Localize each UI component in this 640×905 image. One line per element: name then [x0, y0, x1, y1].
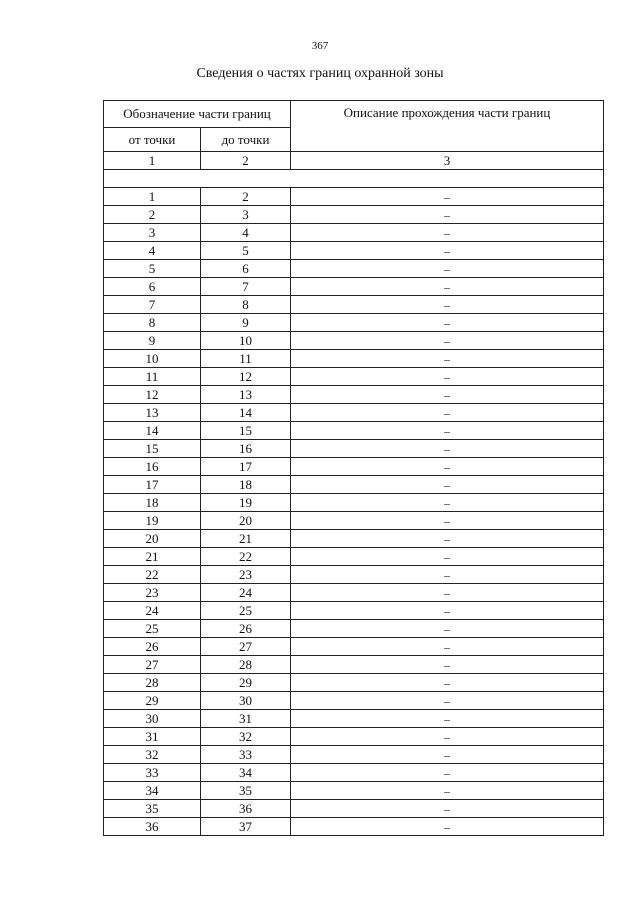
from-point-cell: 19: [104, 512, 201, 530]
from-point-cell: 1: [104, 188, 201, 206]
table-row: [104, 746, 604, 764]
description-cell: –: [291, 188, 604, 206]
table-row: [104, 476, 604, 494]
table-row: [104, 764, 604, 782]
from-point-cell: 14: [104, 422, 201, 440]
from-point-cell: 28: [104, 674, 201, 692]
from-point-cell: 8: [104, 314, 201, 332]
to-point-cell: 29: [201, 674, 291, 692]
table-row: [104, 404, 604, 422]
description-cell: –: [291, 674, 604, 692]
to-point-cell: 18: [201, 476, 291, 494]
table-row: [104, 296, 604, 314]
description-cell: –: [291, 422, 604, 440]
to-point-cell: 28: [201, 656, 291, 674]
to-point-cell: 30: [201, 692, 291, 710]
description-cell: –: [291, 710, 604, 728]
to-point-cell: 9: [201, 314, 291, 332]
table-row: [104, 332, 604, 350]
to-point-cell: 16: [201, 440, 291, 458]
from-point-cell: 31: [104, 728, 201, 746]
description-cell: –: [291, 224, 604, 242]
table-row: [104, 584, 604, 602]
from-point-cell: 29: [104, 692, 201, 710]
description-cell: –: [291, 458, 604, 476]
to-point-cell: 14: [201, 404, 291, 422]
to-point-cell: 27: [201, 638, 291, 656]
table-row: [104, 656, 604, 674]
description-cell: –: [291, 512, 604, 530]
table-row: [104, 710, 604, 728]
column-number: 3: [291, 152, 604, 170]
to-point-cell: 6: [201, 260, 291, 278]
table-row: [104, 224, 604, 242]
description-cell: –: [291, 638, 604, 656]
table-body: [104, 101, 604, 836]
header-boundary-part: Обозначение части границ: [104, 101, 291, 128]
table-row: [104, 368, 604, 386]
table-row: [104, 638, 604, 656]
column-number: 1: [104, 152, 201, 170]
from-point-cell: 3: [104, 224, 201, 242]
table-row: [104, 458, 604, 476]
to-point-cell: 8: [201, 296, 291, 314]
from-point-cell: 27: [104, 656, 201, 674]
description-cell: –: [291, 764, 604, 782]
description-cell: –: [291, 260, 604, 278]
from-point-cell: 5: [104, 260, 201, 278]
description-cell: –: [291, 566, 604, 584]
from-point-cell: 4: [104, 242, 201, 260]
to-point-cell: 35: [201, 782, 291, 800]
to-point-cell: 13: [201, 386, 291, 404]
from-point-cell: 22: [104, 566, 201, 584]
from-point-cell: 13: [104, 404, 201, 422]
from-point-cell: 6: [104, 278, 201, 296]
to-point-cell: 34: [201, 764, 291, 782]
from-point-cell: 17: [104, 476, 201, 494]
column-number: 2: [201, 152, 291, 170]
description-cell: –: [291, 314, 604, 332]
description-cell: –: [291, 476, 604, 494]
empty-section-cell: [104, 170, 604, 188]
to-point-cell: 15: [201, 422, 291, 440]
description-cell: –: [291, 440, 604, 458]
from-point-cell: 35: [104, 800, 201, 818]
header-description: Описание прохождения части границ: [291, 101, 604, 152]
description-cell: –: [291, 656, 604, 674]
to-point-cell: 22: [201, 548, 291, 566]
from-point-cell: 25: [104, 620, 201, 638]
to-point-cell: 19: [201, 494, 291, 512]
from-point-cell: 26: [104, 638, 201, 656]
table-row: [104, 278, 604, 296]
from-point-cell: 23: [104, 584, 201, 602]
table-row: [104, 692, 604, 710]
table-row: [104, 350, 604, 368]
to-point-cell: 5: [201, 242, 291, 260]
table-row: [104, 188, 604, 206]
from-point-cell: 30: [104, 710, 201, 728]
description-cell: –: [291, 620, 604, 638]
description-cell: –: [291, 818, 604, 836]
from-point-cell: 24: [104, 602, 201, 620]
from-point-cell: 15: [104, 440, 201, 458]
to-point-cell: 20: [201, 512, 291, 530]
from-point-cell: 34: [104, 782, 201, 800]
description-cell: –: [291, 296, 604, 314]
to-point-cell: 32: [201, 728, 291, 746]
document-title: Сведения о частях границ охранной зоны: [196, 66, 444, 81]
description-cell: –: [291, 242, 604, 260]
boundary-parts-table: [103, 100, 604, 836]
to-point-cell: 31: [201, 710, 291, 728]
table-row: [104, 494, 604, 512]
to-point-cell: 23: [201, 566, 291, 584]
from-point-cell: 7: [104, 296, 201, 314]
column-numbering-row: [104, 152, 604, 170]
empty-section-row: [104, 170, 604, 188]
to-point-cell: 24: [201, 584, 291, 602]
table-row: [104, 512, 604, 530]
from-point-cell: 33: [104, 764, 201, 782]
description-cell: –: [291, 350, 604, 368]
header-from-point: от точки: [104, 128, 201, 152]
page-number: 367: [311, 40, 329, 52]
to-point-cell: 33: [201, 746, 291, 764]
to-point-cell: 17: [201, 458, 291, 476]
description-cell: –: [291, 746, 604, 764]
to-point-cell: 36: [201, 800, 291, 818]
description-cell: –: [291, 728, 604, 746]
table-row: [104, 386, 604, 404]
from-point-cell: 10: [104, 350, 201, 368]
description-cell: –: [291, 206, 604, 224]
to-point-cell: 3: [201, 206, 291, 224]
table-row: [104, 260, 604, 278]
table-row: [104, 818, 604, 836]
from-point-cell: 12: [104, 386, 201, 404]
from-point-cell: 11: [104, 368, 201, 386]
description-cell: –: [291, 332, 604, 350]
table-row: [104, 728, 604, 746]
table-row: [104, 440, 604, 458]
description-cell: –: [291, 584, 604, 602]
table-row: [104, 548, 604, 566]
from-point-cell: 18: [104, 494, 201, 512]
to-point-cell: 21: [201, 530, 291, 548]
description-cell: –: [291, 548, 604, 566]
table-row: [104, 620, 604, 638]
table-row: [104, 314, 604, 332]
table-row: [104, 566, 604, 584]
description-cell: –: [291, 692, 604, 710]
table-row: [104, 242, 604, 260]
from-point-cell: 9: [104, 332, 201, 350]
to-point-cell: 2: [201, 188, 291, 206]
description-cell: –: [291, 494, 604, 512]
table-row: [104, 206, 604, 224]
to-point-cell: 25: [201, 602, 291, 620]
table-row: [104, 674, 604, 692]
description-cell: –: [291, 386, 604, 404]
description-cell: –: [291, 278, 604, 296]
from-point-cell: 20: [104, 530, 201, 548]
to-point-cell: 10: [201, 332, 291, 350]
from-point-cell: 36: [104, 818, 201, 836]
from-point-cell: 32: [104, 746, 201, 764]
header-row: [104, 101, 604, 128]
table-row: [104, 422, 604, 440]
table-row: [104, 602, 604, 620]
description-cell: –: [291, 530, 604, 548]
to-point-cell: 37: [201, 818, 291, 836]
table-row: [104, 782, 604, 800]
description-cell: –: [291, 800, 604, 818]
to-point-cell: 7: [201, 278, 291, 296]
to-point-cell: 26: [201, 620, 291, 638]
to-point-cell: 12: [201, 368, 291, 386]
description-cell: –: [291, 404, 604, 422]
from-point-cell: 21: [104, 548, 201, 566]
table-row: [104, 530, 604, 548]
header-to-point: до точки: [201, 128, 291, 152]
description-cell: –: [291, 368, 604, 386]
description-cell: –: [291, 602, 604, 620]
to-point-cell: 4: [201, 224, 291, 242]
to-point-cell: 11: [201, 350, 291, 368]
from-point-cell: 16: [104, 458, 201, 476]
from-point-cell: 2: [104, 206, 201, 224]
description-cell: –: [291, 782, 604, 800]
table-row: [104, 800, 604, 818]
